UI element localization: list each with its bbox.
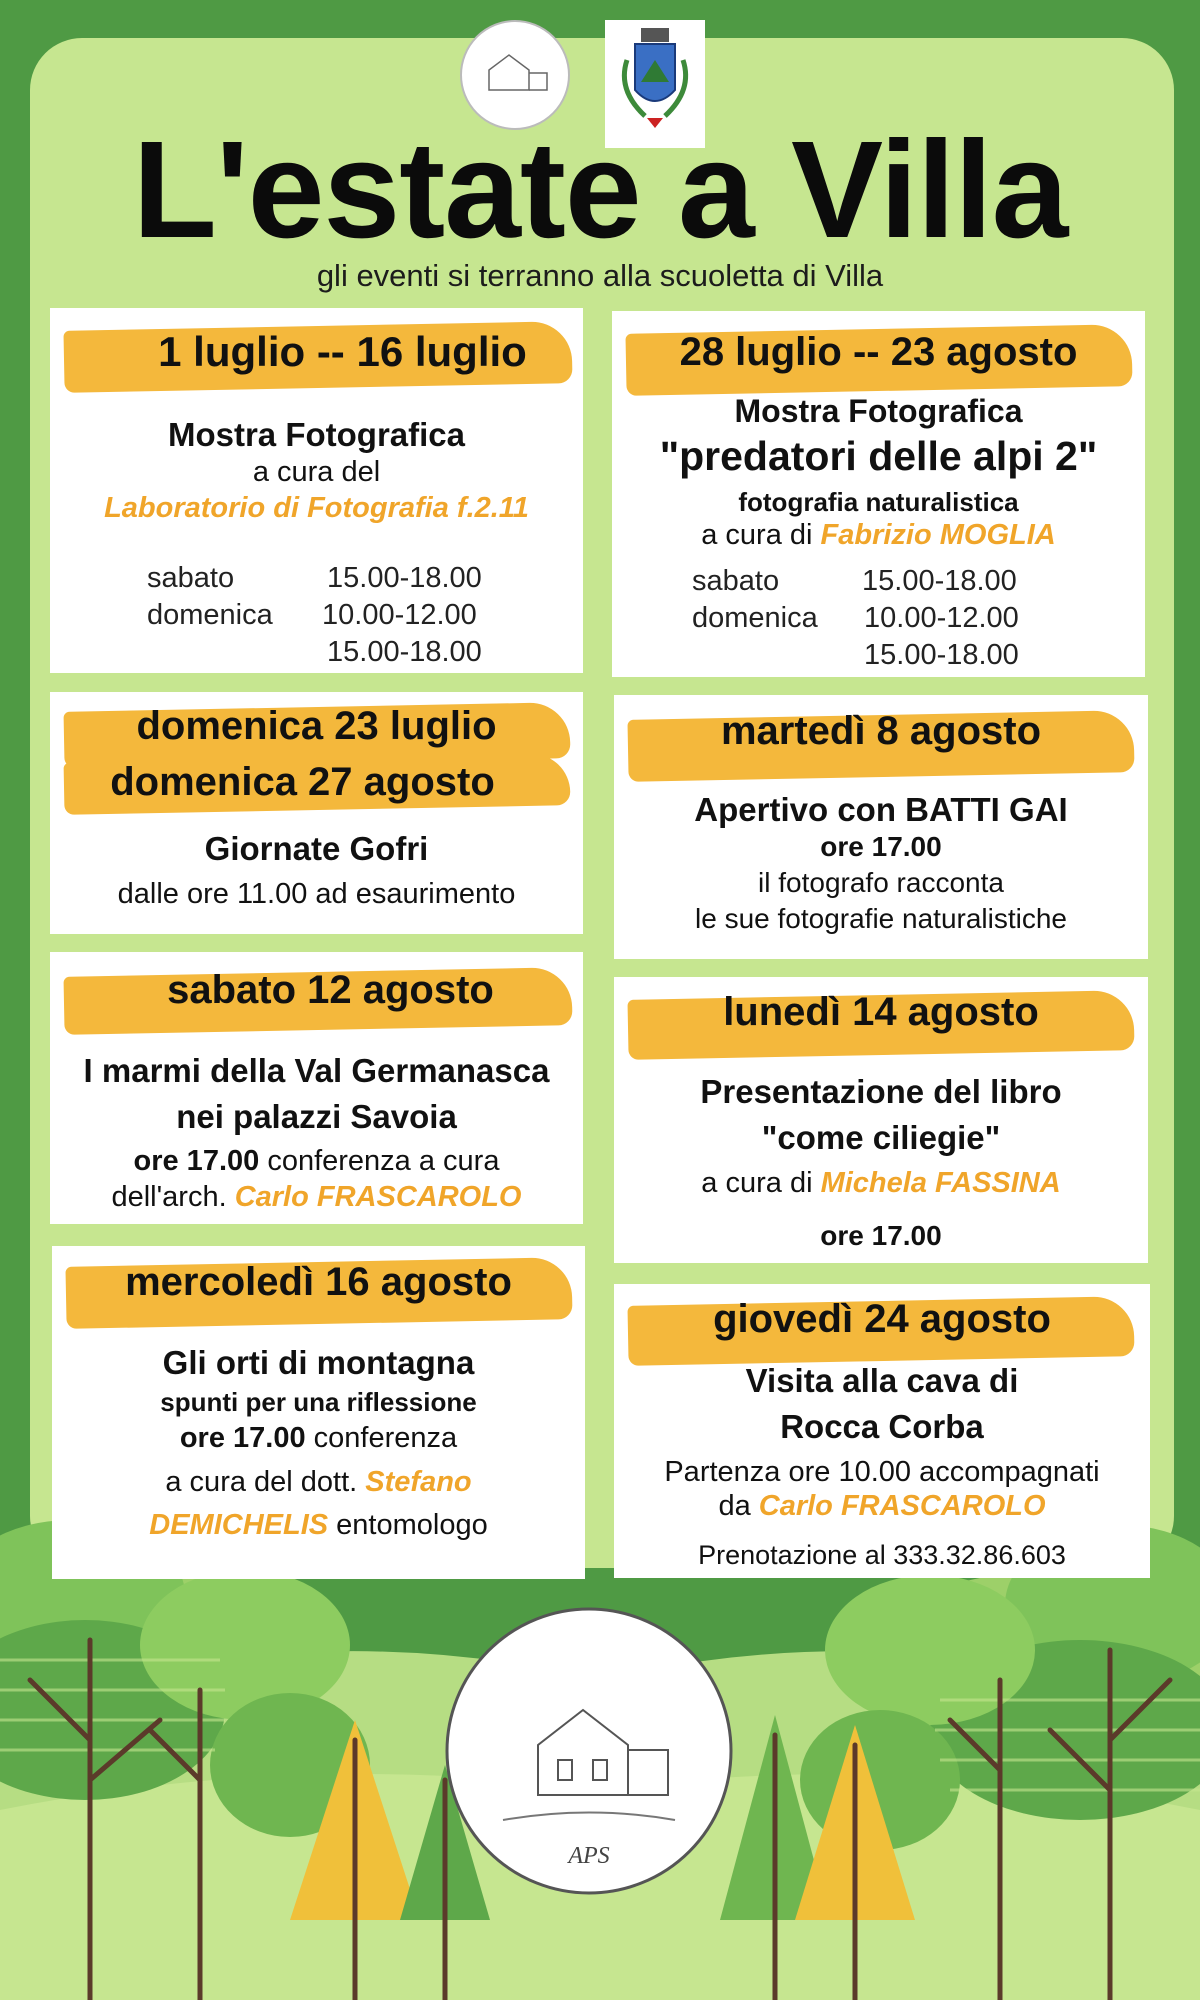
page-title: L'estate a Villa [132,113,1068,267]
event-title: Gli orti di montagna [162,1344,475,1381]
schedule-day: sabato [147,562,235,594]
event-time: ore 17.00 [820,1220,942,1251]
event-title: Apertivo con BATTI GAI [694,791,1068,828]
event-time: ore 17.00 [820,831,942,862]
association-logo-large [443,1605,735,1897]
event-card-2 [612,311,1145,677]
event-title: nei palazzi Savoia [176,1098,457,1135]
event-detail-text: conferenza [313,1422,458,1454]
event-title: Visita alla cava di [745,1362,1019,1399]
event-detail: le sue fotografie naturalistiche [695,903,1067,934]
event-detail: Partenza ore 10.00 accompagnati [664,1456,1100,1488]
event-card-5 [50,952,583,1224]
event-date: martedì 8 agosto [720,709,1042,753]
event-card-6 [614,977,1148,1263]
event-detail [50,1181,583,1214]
event-date: mercoledì 16 agosto [125,1260,512,1304]
event-detail-text: a cura del dott. [165,1466,358,1498]
page-subtitle: gli eventi si terranno alla scuoletta di Villa [316,258,884,293]
schedule-time: 10.00-12.00 [864,602,1019,634]
event-card-4 [614,695,1148,959]
event-guide: Carlo FRASCAROLO [758,1490,1046,1522]
event-date: 1 luglio -- 16 luglio [158,328,527,375]
event-date: sabato 12 agosto [167,968,494,1012]
event-detail [52,1422,585,1455]
event-byline [614,1167,1148,1200]
logo-aps-text: APS [568,1843,610,1869]
schedule-time: 15.00-18.00 [864,639,1019,671]
event-title: Giornate Gofri [204,830,429,867]
schedule-time: 15.00-18.00 [327,562,482,594]
event-detail [52,1509,585,1542]
schedule-time: 15.00-18.00 [327,636,482,668]
event-detail [52,1466,585,1499]
event-speaker: Carlo FRASCAROLO [234,1181,522,1213]
event-card-1 [50,308,583,673]
event-title: Presentazione del libro [700,1073,1062,1110]
event-genre: fotografia naturalistica [738,487,1019,517]
event-detail [614,1490,1150,1523]
event-date: 28 luglio -- 23 agosto [679,330,1078,374]
event-speaker: Stefano [365,1466,472,1498]
event-detail-text: da [718,1490,751,1522]
event-detail-text: conferenza a cura [267,1145,500,1177]
event-organizer: Laboratorio di Fotografia f.2.11 [104,492,529,524]
event-by: a cura di [701,1167,813,1199]
schedule-day: domenica [147,599,273,631]
event-date: domenica 27 agosto [110,760,495,804]
event-detail: il fotografo racconta [758,867,1004,898]
event-detail: dalle ore 11.00 ad esaurimento [117,878,516,910]
event-date: lunedì 14 agosto [723,990,1039,1034]
event-title: Mostra Fotografica [167,416,466,453]
event-title: Rocca Corba [780,1408,984,1445]
event-detail-text: dell'arch. [111,1181,227,1213]
event-detail-text: entomologo [336,1509,488,1541]
schedule [692,563,1072,675]
schedule-day: domenica [692,602,818,634]
event-byline [612,519,1145,552]
schedule-day: sabato [692,565,780,597]
schedule-time: 10.00-12.00 [322,599,477,631]
event-title: Mostra Fotografica [734,393,1023,429]
event-card-7 [52,1246,585,1579]
event-organizer: Michela FASSINA [820,1167,1061,1199]
event-time: ore 17.00 [133,1145,260,1177]
event-subtitle: spunti per una riflessione [160,1387,477,1417]
event-subtitle: "predatori delle alpi 2" [659,433,1098,479]
event-date: giovedì 24 agosto [713,1297,1051,1341]
event-organizer: Fabrizio MOGLIA [820,519,1056,551]
event-speaker: DEMICHELIS [149,1509,329,1541]
event-time: ore 17.00 [179,1422,306,1454]
event-card-3 [50,692,583,934]
event-card-8 [614,1284,1150,1578]
event-date: domenica 23 luglio [136,704,497,748]
event-title: I marmi della Val Germanasca [83,1052,550,1089]
event-title: "come ciliegie" [761,1119,1001,1156]
event-booking: Prenotazione al 333.32.86.603 [698,1540,1066,1570]
event-by: a cura del [252,456,381,488]
schedule [147,560,527,672]
event-detail [50,1145,583,1178]
schedule-time: 15.00-18.00 [862,565,1017,597]
event-by: a cura di [701,519,813,551]
